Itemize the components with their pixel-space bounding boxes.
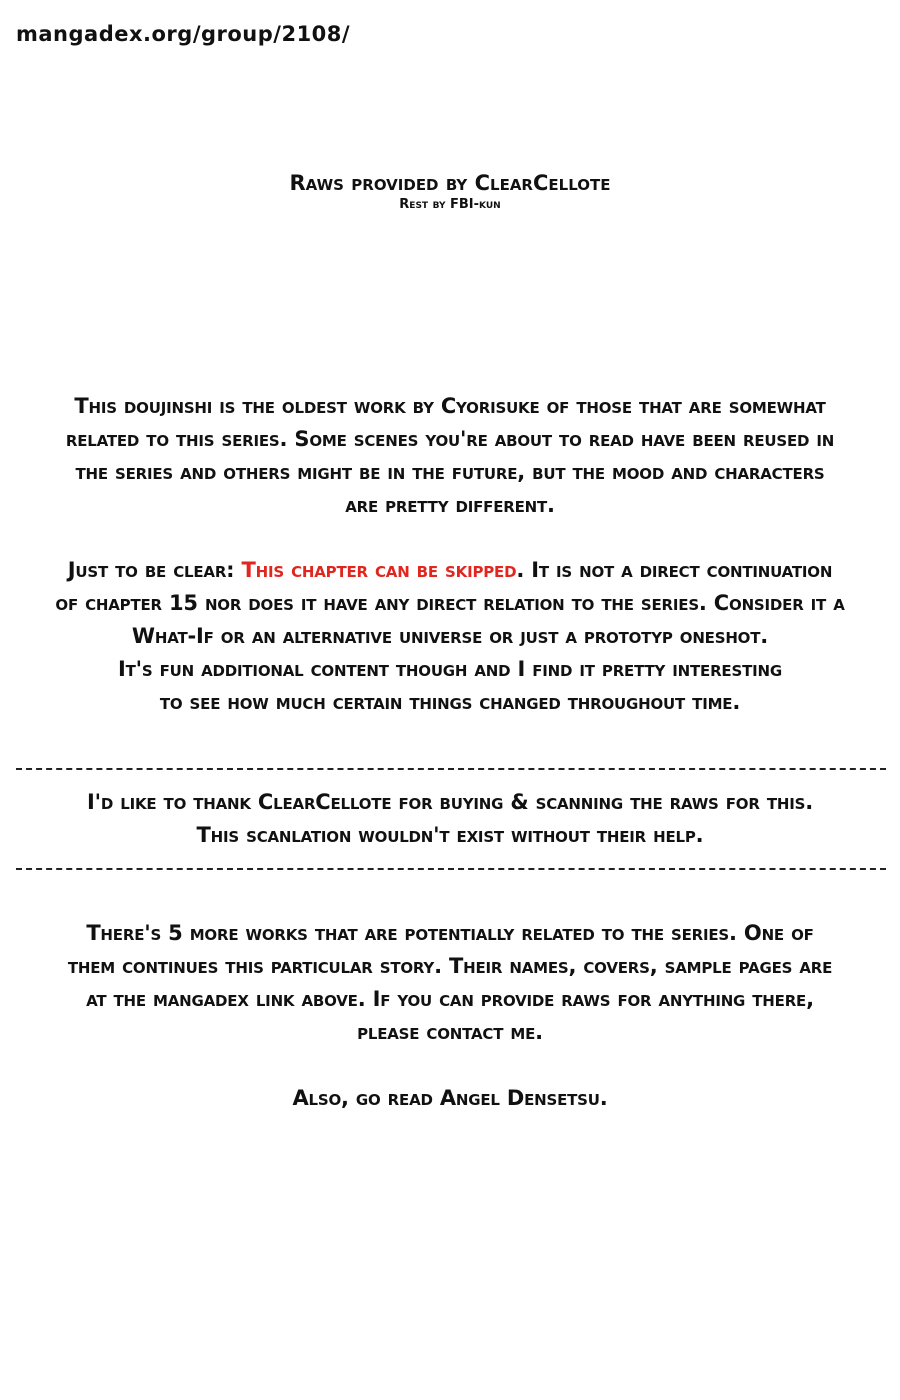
thanks-line: This scanlation wouldn't exist without their help. bbox=[196, 823, 704, 847]
skip-line: of chapter 15 nor does it have any direct relation to the series. Consider it a bbox=[55, 591, 845, 615]
more-line: There's 5 more works that are potentially related to the series. One of bbox=[86, 921, 814, 945]
skip-line: It's fun additional content though and I find it pretty interesting bbox=[118, 657, 782, 681]
skip-line: What-If or an alternative universe or just a prototyp oneshot. bbox=[131, 624, 769, 648]
credits-block bbox=[0, 170, 900, 214]
related-works-note bbox=[0, 917, 900, 1049]
closing-note bbox=[0, 1082, 900, 1115]
raws-credit: Raws provided by ClearCellote bbox=[289, 171, 611, 195]
skip-line: to see how much certain things changed throughout time. bbox=[159, 690, 741, 714]
note-line: are pretty different. bbox=[345, 493, 555, 517]
dashed-divider-bottom bbox=[16, 868, 886, 870]
note-line: the series and others might be in the future, but the mood and characters bbox=[75, 460, 825, 484]
thanks-line: I'd like to thank ClearCellote for buying & scanning the raws for this. bbox=[87, 790, 813, 814]
note-line: related to this series. Some scenes you're about to read have been reused in bbox=[65, 427, 835, 451]
skip-prefix: Just to be clear: bbox=[67, 558, 242, 582]
skip-first-line bbox=[0, 554, 900, 587]
note-line: This doujinshi is the oldest work by Cyorisuke of those that are somewhat bbox=[74, 394, 826, 418]
skip-suffix: . It is not a direct continuation bbox=[516, 558, 833, 582]
rest-credit: Rest by FBI-kun bbox=[399, 197, 501, 212]
closing-line: Also, go read Angel Densetsu. bbox=[292, 1086, 608, 1110]
doujinshi-note bbox=[0, 390, 900, 522]
group-url: mangadex.org/group/2108/ bbox=[16, 22, 351, 46]
more-line: please contact me. bbox=[357, 1020, 543, 1044]
skip-highlight: This chapter can be skipped bbox=[241, 558, 517, 582]
dashed-divider-top bbox=[16, 768, 886, 770]
thanks-note bbox=[0, 786, 900, 852]
more-line: them continues this particular story. Their names, covers, sample pages are bbox=[67, 954, 833, 978]
more-line: at the mangadex link above. If you can provide raws for anything there, bbox=[86, 987, 814, 1011]
skip-note bbox=[0, 554, 900, 719]
